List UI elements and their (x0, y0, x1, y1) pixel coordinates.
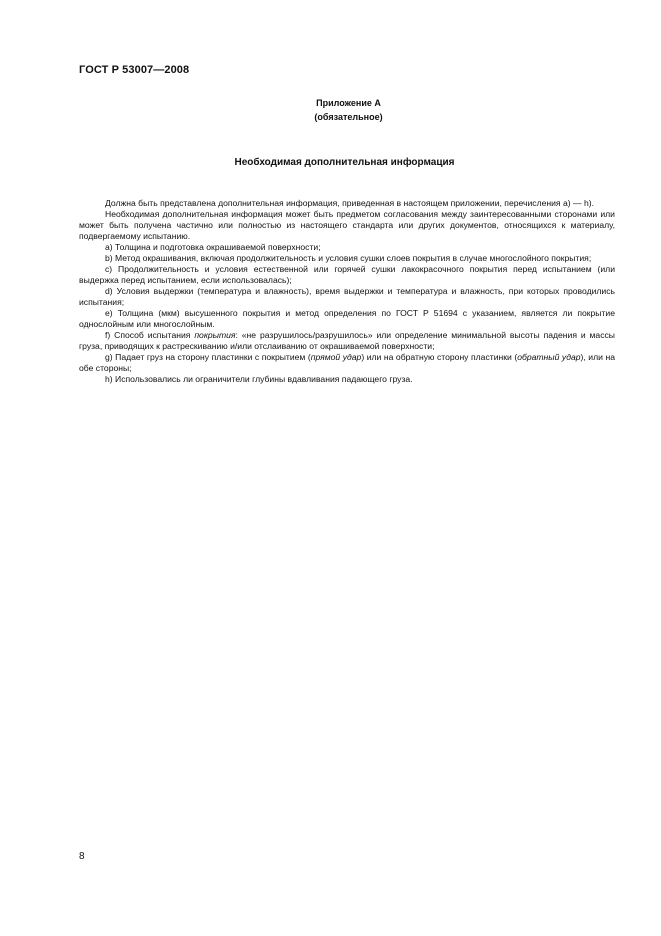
list-item-f-post: : «не разрушилось/разрушилось» или определение минимальной высоты падения и массы груза, приводящих к растрескиванию и/или отслаиванию от окрашиваемой поверхности; (79, 330, 615, 351)
paragraph-agreement: Необходимая дополнительная информация может быть предметом согласования между заинтересованными сторонами или может быть получена частично или полностью из настоящего стандарта или других документов, относящихся к материалу, подвергаемому испытанию. (79, 209, 615, 241)
annex-heading (0, 96, 661, 124)
document-body (79, 198, 615, 385)
list-item-h: h) Использовались ли ограничители глубины вдавливания падающего груза. (105, 374, 413, 384)
list-item-b: b) Метод окрашивания, включая продолжительность и условия сушки слоев покрытия в случае многослойного покрытия; (105, 253, 592, 263)
section-title: Необходимая дополнительная информация (234, 157, 455, 168)
list-item-g-emphasis-direct: прямой удар (310, 352, 362, 362)
list-item-g-pre: g) Падает груз на сторону пластинки с покрытием ( (105, 352, 311, 362)
list-item-g (79, 352, 615, 374)
paragraph-intro: Должна быть представлена дополнительная информация, приведенная в настоящем приложении, перечисления а) — h). (105, 198, 594, 208)
list-item-g-post: ), или на обе стороны; (79, 352, 615, 373)
list-item-a: а) Толщина и подготовка окрашиваемой поверхности; (105, 242, 321, 252)
list-item-f-pre: f) Способ испытания (105, 330, 195, 340)
annex-title: Приложение А (316, 98, 381, 108)
list-item-f (79, 330, 615, 352)
annex-status: (обязательное) (314, 112, 383, 122)
list-item-g-mid: ) или на обратную сторону пластинки ( (361, 352, 518, 362)
document-code: ГОСТ Р 53007—2008 (79, 64, 190, 76)
list-item-d: d) Условия выдержки (температура и влажность), время выдержки и температура и влажность, при которых проводились испытания; (79, 286, 615, 307)
page-number: 8 (79, 851, 85, 862)
list-item-c: c) Продолжительность и условия естественной или горячей сушки лакокрасочного покрытия перед испытанием (или выдержка перед испытанием, если использовалась); (79, 264, 615, 285)
list-item-f-emphasis: покрытия (194, 330, 236, 340)
list-item-g-emphasis-reverse: обратный удар (517, 352, 581, 362)
list-item-e: е) Толщина (мкм) высушенного покрытия и метод определения по ГОСТ Р 51694 с указанием, является ли покрытие однослойным или многослойным. (79, 308, 615, 329)
